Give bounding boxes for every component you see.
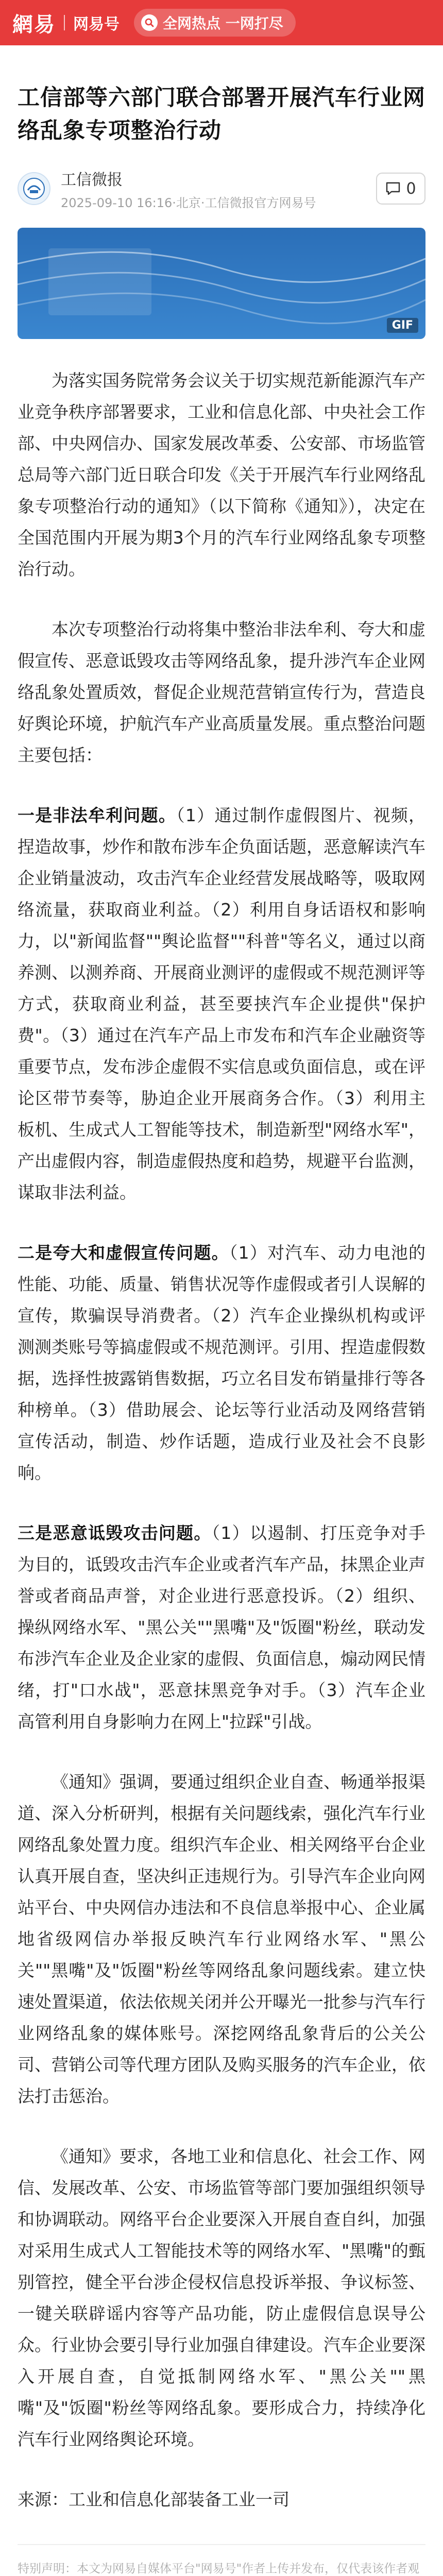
gif-badge: GIF bbox=[387, 318, 418, 333]
comment-count: 0 bbox=[406, 179, 416, 198]
logo-divider bbox=[64, 15, 65, 30]
author-name[interactable]: 工信微报 bbox=[61, 171, 123, 189]
netease-logo[interactable]: 網易 bbox=[12, 12, 56, 37]
comment-button[interactable] bbox=[376, 173, 425, 205]
top-bar bbox=[0, 0, 443, 45]
hot-topics-button[interactable] bbox=[134, 9, 296, 37]
paragraph-heading: 一是非法牟利问题。 bbox=[18, 805, 177, 825]
paragraph: 三是恶意诋毁攻击问题。（1）以遏制、打压竞争对手为目的，诋毁攻击汽车企业或者汽车产品，抹黑企业声誉或者商品声誉，对企业进行恶意投诉。（2）组织、操纵网络水军、"黑公关""黑嘴"及"饭圈"粉丝，联动发布涉汽车企业及企业家的虚假、负面信息，煽动网民情绪，打"口水战"，恶意抹黑竞争对手。（3）汽车企业高管利用自身影响力在网上"拉踩"引战。 bbox=[18, 1523, 426, 1732]
paragraph: 《通知》强调，要通过组织企业自查、畅通举报渠道、深入分析研判，根据有关问题线索，强化汽车行业网络乱象处置力度。组织汽车企业、相关网络平台企业认真开展自查，坚决纠正违规行为。引导汽车企业向网站平台、中央网信办违法和不良信息举报中心、企业属地省级网信办举报反映汽车行业网络水军、"黑公关""黑嘴"及"饭圈"粉丝等网络乱象问题线索。建立快速处置渠道，依法依规关闭并公开曝光一批参与汽车行业网络乱象的媒体账号。深挖网络乱象背后的公关公司、营销公司等代理方团队及购买服务的汽车企业，依法打击惩治。 bbox=[18, 1772, 425, 2106]
article-title: 工信部等六部门联合部署开展汽车行业网络乱象专项整治行动 bbox=[18, 85, 425, 144]
channel-label[interactable]: 网易号 bbox=[73, 15, 120, 33]
paragraph: 为落实国务院常务会议关于切实规范新能源汽车产业竞争秩序部署要求，工业和信息化部、中央社会工作部、中央网信办、国家发展改革委、公安部、市场监管总局等六部门近日联合印发《关于开展汽车行业网络乱象专项整治行动的通知》（以下简称《通知》），决定在全国范围内开展为期3个月的汽车行业网络乱象专项整治行动。 bbox=[18, 370, 425, 579]
paragraph: 本次专项整治行动将集中整治非法牟利、夸大和虚假宣传、恶意诋毁攻击等网络乱象，提升涉汽车企业网络乱象处置质效，督促企业规范营销宣传行为，营造良好舆论环境，护航汽车产业高质量发展。重点整治问题主要包括： bbox=[18, 619, 425, 765]
copyright-notice: 特别声明：本文为网易自媒体平台"网易号"作者上传并发布，仅代表该作者观 bbox=[18, 2544, 425, 2576]
comment-icon bbox=[385, 181, 401, 196]
paragraph: 《通知》要求，各地工业和信息化、社会工作、网信、发展改革、公安、市场监管等部门要加强组织领导和协调联动。网络平台企业要深入开展自查自纠，加强对采用生成式人工智能技术等的网络水军、"黑嘴"的甄别管控，健全平台涉企侵权信息投诉举报、争议标签、一键关联辟谣内容等产品功能，防止虚假信息误导公众。行业协会要引导行业加强自律建设。汽车企业要深入开展自查，自觉抵制网络水军、"黑公关""黑嘴"及"饭圈"粉丝等网络乱象。要形成合力，持续净化汽车行业网络舆论环境。 bbox=[18, 2146, 425, 2449]
paragraph-heading: 二是夸大和虚假宣传问题。 bbox=[18, 1243, 229, 1263]
article-source: 来源：工业和信息化部装备工业一司 bbox=[18, 2489, 289, 2510]
avatar[interactable] bbox=[18, 172, 50, 205]
hot-topics-label: 全网热点 一网打尽 bbox=[163, 15, 283, 32]
paragraph-heading: 三是恶意诋毁攻击问题。 bbox=[18, 1523, 212, 1543]
banner-image bbox=[18, 228, 425, 339]
paragraph: 一是非法牟利问题。（1）通过制作虚假图片、视频，捏造故事，炒作和散布涉车企负面话题，恶意解读汽车企业销量波动，攻击汽车企业经营发展战略等，吸取网络流量，获取商业利益。（2）利用自身话语权和影响力，以"新闻监督""舆论监督""科普"等名义，通过以商养测、以测养商、开展商业测评的虚假或不规范测评等方式，获取商业利益，甚至要挟汽车企业提供"保护费"。（3）通过在汽车产品上市发布和汽车企业融资等重要节点，发布涉企虚假不实信息或负面信息，或在评论区带节奏等，胁迫企业开展商务合作。（3）利用主板机、生成式人工智能等技术，制造新型"网络水军"，产出虚假内容，制造虚假热度和趋势，规避平台监测，谋取非法利益。 bbox=[18, 805, 425, 1202]
publish-meta: 2025-09-10 16:16·北京·工信微报官方网易号 bbox=[61, 195, 316, 210]
article bbox=[0, 81, 443, 2576]
author-row bbox=[18, 168, 425, 209]
banner-graphic bbox=[18, 228, 425, 339]
paragraph: 二是夸大和虚假宣传问题。（1）对汽车、动力电池的性能、功能、质量、销售状况等作虚假或者引人误解的宣传，欺骗误导消费者。（2）汽车企业操纵机构或评测测类账号等搞虚假或不规范测评。引用、捏造虚假数据，选择性披露销售数据，巧立名目发布销量排行等各种榜单。（3）借助展会、论坛等行业活动及网络营销宣传活动，制造、炒作话题，造成行业及社会不良影响。 bbox=[18, 1243, 426, 1483]
author-info bbox=[61, 167, 376, 211]
search-icon bbox=[141, 14, 158, 31]
